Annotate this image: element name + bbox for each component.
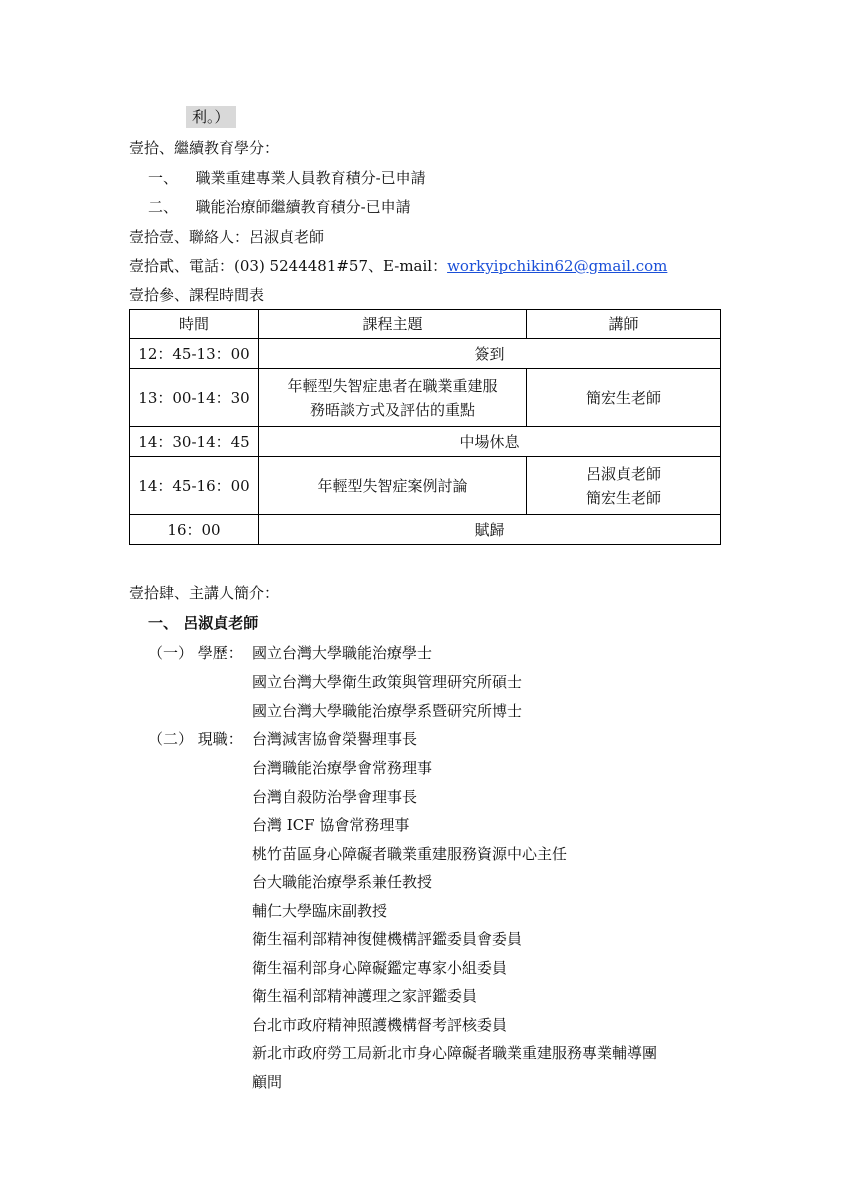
- education-label: （一） 學歷：: [148, 644, 243, 662]
- credit-item-1: [148, 168, 426, 188]
- credit-item-2-num: 二、: [148, 198, 179, 216]
- row-topic-line-1: 年輕型失智症患者在職業重建服: [287, 376, 498, 395]
- position-item: 台大職能治療學系兼任教授: [252, 873, 433, 891]
- speaker-1-heading: 一、 呂淑貞老師: [148, 614, 259, 632]
- intro-fragment: 利。）: [186, 107, 236, 127]
- education-item: 國立台灣大學職能治療學系暨研究所博士: [252, 702, 523, 720]
- section-14-title: 壹拾肆、主講人簡介：: [129, 584, 280, 602]
- row-speaker: 簡宏生老師: [527, 369, 721, 427]
- position-item: 新北市政府勞工局新北市身心障礙者職業重建服務專業輔導團: [252, 1044, 658, 1062]
- position-item: 衛生福利部身心障礙鑑定專家小組委員: [252, 959, 508, 977]
- email-link[interactable]: workyipchikin62@gmail.com: [447, 257, 668, 275]
- section-11-contact: 壹拾壹、聯絡人：呂淑貞老師: [129, 228, 325, 246]
- row-topic-line-2: 務晤談方式及評估的重點: [309, 400, 475, 419]
- row-time: 14：30-14：45: [130, 427, 259, 457]
- position-item: 台灣自殺防治學會理事長: [252, 788, 418, 806]
- row-topic: 中場休息: [259, 427, 721, 457]
- education-item: 國立台灣大學職能治療學士: [252, 644, 433, 662]
- section-12-phone-email: [129, 256, 667, 276]
- position-label: （二） 現職：: [148, 730, 243, 748]
- row-time: 14：45-16：00: [130, 457, 259, 515]
- row-time: 12：45-13：00: [130, 339, 259, 369]
- table-row: [130, 457, 721, 515]
- table-row: [130, 427, 721, 457]
- header-time: 時間: [130, 310, 259, 339]
- position-item: 顧問: [252, 1073, 283, 1091]
- table-row: [130, 339, 721, 369]
- section-13-title: 壹拾參、課程時間表: [129, 286, 265, 304]
- education-item: 國立台灣大學衛生政策與管理研究所碩士: [252, 673, 523, 691]
- row-speaker: [527, 457, 721, 515]
- section-10-title: 壹拾、繼續教育學分：: [129, 139, 280, 157]
- row-topic: 簽到: [259, 339, 721, 369]
- row-topic: [259, 369, 527, 427]
- schedule-table: [129, 309, 721, 545]
- row-topic: 賦歸: [259, 515, 721, 545]
- credit-item-2: [148, 197, 411, 217]
- position-item: 輔仁大學臨床副教授: [252, 902, 388, 920]
- position-item: 衛生福利部精神護理之家評鑑委員: [252, 987, 478, 1005]
- position-item: 桃竹苗區身心障礙者職業重建服務資源中心主任: [252, 845, 568, 863]
- table-row: [130, 515, 721, 545]
- table-row: [130, 369, 721, 427]
- position-item: 台北市政府精神照護機構督考評核委員: [252, 1016, 508, 1034]
- header-topic: 課程主題: [259, 310, 527, 339]
- row-speaker-line-1: 呂淑貞老師: [585, 464, 661, 483]
- credit-item-1-text: 職業重建專業人員教育積分-已申請: [195, 169, 426, 187]
- row-time: 16：00: [130, 515, 259, 545]
- row-topic: 年輕型失智症案例討論: [259, 457, 527, 515]
- row-speaker-line-2: 簡宏生老師: [585, 488, 661, 507]
- position-item: 衛生福利部精神復健機構評鑑委員會委員: [252, 930, 523, 948]
- position-item: 台灣 ICF 協會常務理事: [252, 816, 410, 834]
- row-time: 13：00-14：30: [130, 369, 259, 427]
- credit-item-1-num: 一、: [148, 169, 179, 187]
- table-header-row: [130, 310, 721, 339]
- phone-text: 壹拾貳、電話：(03) 5244481#57、E-mail：: [129, 257, 448, 275]
- credit-item-2-text: 職能治療師繼續教育積分-已申請: [195, 198, 411, 216]
- position-item: 台灣減害協會榮譽理事長: [252, 730, 418, 748]
- position-item: 台灣職能治療學會常務理事: [252, 759, 433, 777]
- header-speaker: 講師: [527, 310, 721, 339]
